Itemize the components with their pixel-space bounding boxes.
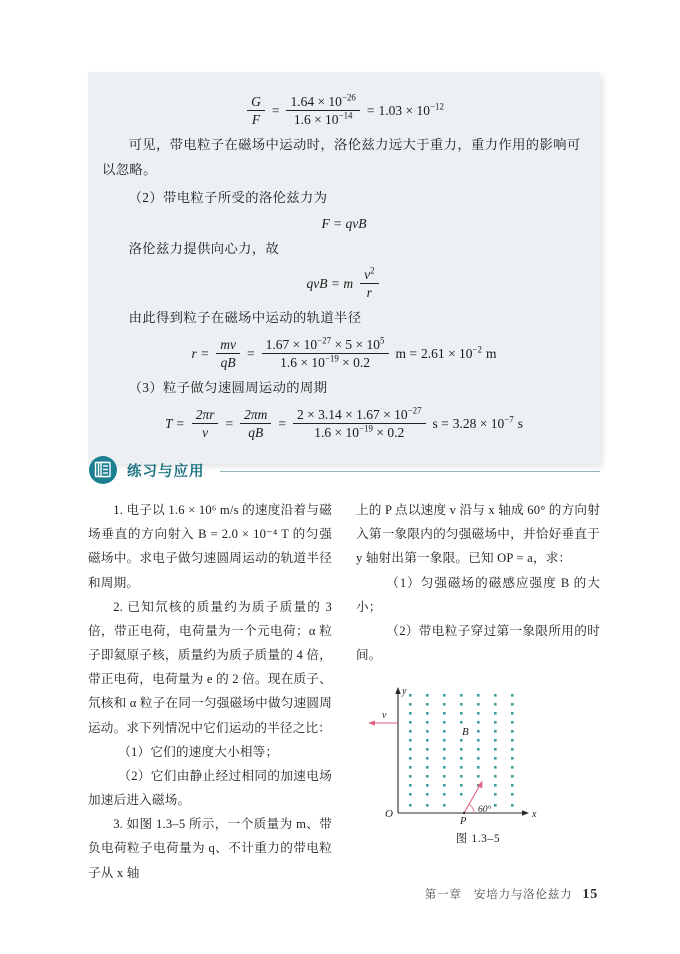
ratio-frac-num-exp: −26 xyxy=(341,92,356,103)
equation-period: T = $\frac{2\pi r}{v}$ = $\frac{2\pi m}{qB}$ = $\frac{2 \times 3.14 \times 1.67 \times 10^{-27}}{1.6 \times 10^{-19} \times 0.2}$ s = $3.28 \times 10^{-7}$ s xyxy=(164,405,524,440)
ratio-result: 1.03 × 10 xyxy=(378,102,430,118)
field-label-b: B xyxy=(462,726,469,739)
period-result-exp: −7 xyxy=(504,414,514,425)
period-unit2: s xyxy=(517,415,524,431)
radius-result: 2.61 × 10 xyxy=(421,345,473,361)
exercise-item-3: 3. 如图 1.3–5 所示，一个质量为 m、带负电荷粒子电荷量为 q、不计重力的带电粒子从 x 轴 xyxy=(88,817,332,880)
velocity-label-v: v xyxy=(382,710,387,722)
ratio-numerator: G xyxy=(247,94,265,111)
x-axis-arrowhead xyxy=(522,810,529,816)
period-f2-den: qB xyxy=(248,424,264,440)
period-f3-den-exp: −19 xyxy=(359,423,373,434)
solution-paragraph-1: 可见，带电粒子在磁场中运动时，洛伦兹力远大于重力，重力作用的影响可以忽略。 xyxy=(102,137,581,177)
point-p-label: P xyxy=(460,816,467,826)
solution-paragraph-3: 洛伦兹力提供向心力，故 xyxy=(128,240,280,256)
period-f2-num: 2πm xyxy=(240,407,271,424)
y-axis-arrowhead xyxy=(395,687,401,694)
solution-paragraph-4: 由此得到粒子在磁场中运动的轨道半径 xyxy=(128,310,362,326)
centripetal-num-exp: 2 xyxy=(370,265,375,276)
exercise-item-2: 2. 已知氘核的质量约为质子质量的 3 倍，带正电荷，电荷量为一个元电荷；α 粒子即氦原子核，质量约为质子质量的 4 倍，带正电荷，电荷量为 e 的 2 倍。现在质子、氘核和 α 粒子在同一匀强磁场中做匀速圆周运动。求下列情况中它们运动的半径之比： xyxy=(88,599,332,735)
exercise-item-2-sub-2: （2）它们由静止经过相同的加速电场加速后进入磁场。 xyxy=(88,768,332,808)
angle-label: 60° xyxy=(478,805,492,816)
period-unit1: s = xyxy=(432,415,449,431)
y-axis-label: y xyxy=(402,686,407,698)
equation-radius: r = $\frac{mv}{qB}$ = $\frac{1.67 \times 10^{-27} \times 5 \times 10^5}{1.6 \times 10^{-19} \times 0.2}$ m = $2.61 \times 10^{-2}$ m xyxy=(191,335,497,371)
period-lhs: T = xyxy=(164,415,185,431)
x-axis-label: x xyxy=(532,809,537,821)
period-f1-den: v xyxy=(202,424,209,440)
solution-box xyxy=(88,72,600,464)
solution-paragraph-5: （3）粒子做匀速圆周运动的周期 xyxy=(128,380,328,396)
equation-centripetal xyxy=(102,267,586,300)
footer-chapter-title: 第一章 安培力与洛伦兹力 xyxy=(424,887,573,901)
radius-f2-den-tail: × 0.2 xyxy=(338,355,371,371)
centripetal-lhs: qvB = m xyxy=(306,275,354,291)
exercise-column-right xyxy=(356,498,600,885)
ratio-frac-den: 1.6 × 10 xyxy=(293,112,339,128)
radius-result-exp: −2 xyxy=(472,344,482,355)
ratio-frac-den-exp: −14 xyxy=(338,110,353,121)
footer-page-number: 15 xyxy=(582,887,598,902)
radius-f2-den-exp: −19 xyxy=(324,353,339,364)
radius-f2-num-tail: × 5 × 10 xyxy=(331,336,381,352)
centripetal-num: v xyxy=(364,267,371,283)
figure-1-3-5 xyxy=(356,685,600,846)
origin-label: O xyxy=(385,808,393,821)
radius-f1-den: qB xyxy=(220,355,236,371)
period-f3-den: 1.6 × 10 xyxy=(314,424,360,440)
magnetic-field-dot-grid xyxy=(409,694,514,807)
angle-arc xyxy=(469,805,474,814)
period-result: 3.28 × 10 xyxy=(452,415,505,431)
exercise-column-left xyxy=(88,498,332,885)
solution-paragraph-2: （2）带电粒子所受的洛伦兹力为 xyxy=(128,190,328,206)
exercise-columns xyxy=(88,498,600,885)
equation-gravity-lorentz-ratio: $\frac{G}{F}$ = $\frac{1.64 \times 10^{-26}}{1.6 \times 10^{-14}}$ = $1.03 \times 10^{-12}$ xyxy=(102,94,586,127)
section-title: 练习与应用 xyxy=(127,463,205,480)
exercise-item-3-sub-2: （2）带电粒子穿过第一象限所用的时间。 xyxy=(356,623,600,663)
radius-f2-den: 1.6 × 10 xyxy=(280,355,325,371)
exercise-item-2-sub-1: （1）它们的速度大小相等； xyxy=(118,744,279,759)
ratio-denominator: F xyxy=(251,112,261,128)
radius-f2-num: 1.67 × 10 xyxy=(265,336,318,352)
radius-unit2: m xyxy=(485,345,497,361)
period-f3-num: 2 × 3.14 × 1.67 × 10 xyxy=(297,406,408,422)
radius-f2-num-exp: −27 xyxy=(317,335,332,346)
figure-canvas xyxy=(356,685,600,825)
figure-caption: 图 1.3–5 xyxy=(455,833,501,846)
ratio-result-exp: −12 xyxy=(430,101,444,112)
period-f3-den-tail: × 0.2 xyxy=(372,424,405,440)
centripetal-den: r xyxy=(366,285,372,301)
exercise-item-3-continued: 上的 P 点以速度 v 沿与 x 轴成 60° 的方向射入第一象限内的匀强磁场中，并恰好垂直于 y 轴射出第一象限。已知 OP = a，求： xyxy=(356,503,600,566)
page-footer xyxy=(0,886,680,903)
ratio-frac-num: 1.64 × 10 xyxy=(290,94,342,109)
radius-f2-num-exp2: 5 xyxy=(380,335,385,346)
period-f1-num: 2πr xyxy=(192,407,219,424)
radius-unit1: m = xyxy=(395,345,417,361)
stacked-documents-icon xyxy=(88,455,118,485)
exercise-item-3-sub-1: （1）匀强磁场的磁感应强度 B 的大小； xyxy=(356,575,600,614)
exercise-item-1: 1. 电子以 1.6 × 10⁶ m/s 的速度沿着与磁场垂直的方向射入 B = 2.0 × 10⁻⁴ T 的匀强磁场中。求电子做匀速圆周运动的轨道半径和周期。 xyxy=(88,503,332,590)
section-divider-rule xyxy=(220,471,601,472)
radius-f1-num: mv xyxy=(216,337,240,354)
radius-lhs: r = xyxy=(191,345,210,361)
equation-lorentz-force: F = qvB xyxy=(321,216,367,231)
period-f3-num-exp: −27 xyxy=(407,405,422,416)
point-p-marker xyxy=(463,812,465,814)
section-header-exercises xyxy=(88,452,600,488)
velocity-arrowhead xyxy=(368,721,375,726)
